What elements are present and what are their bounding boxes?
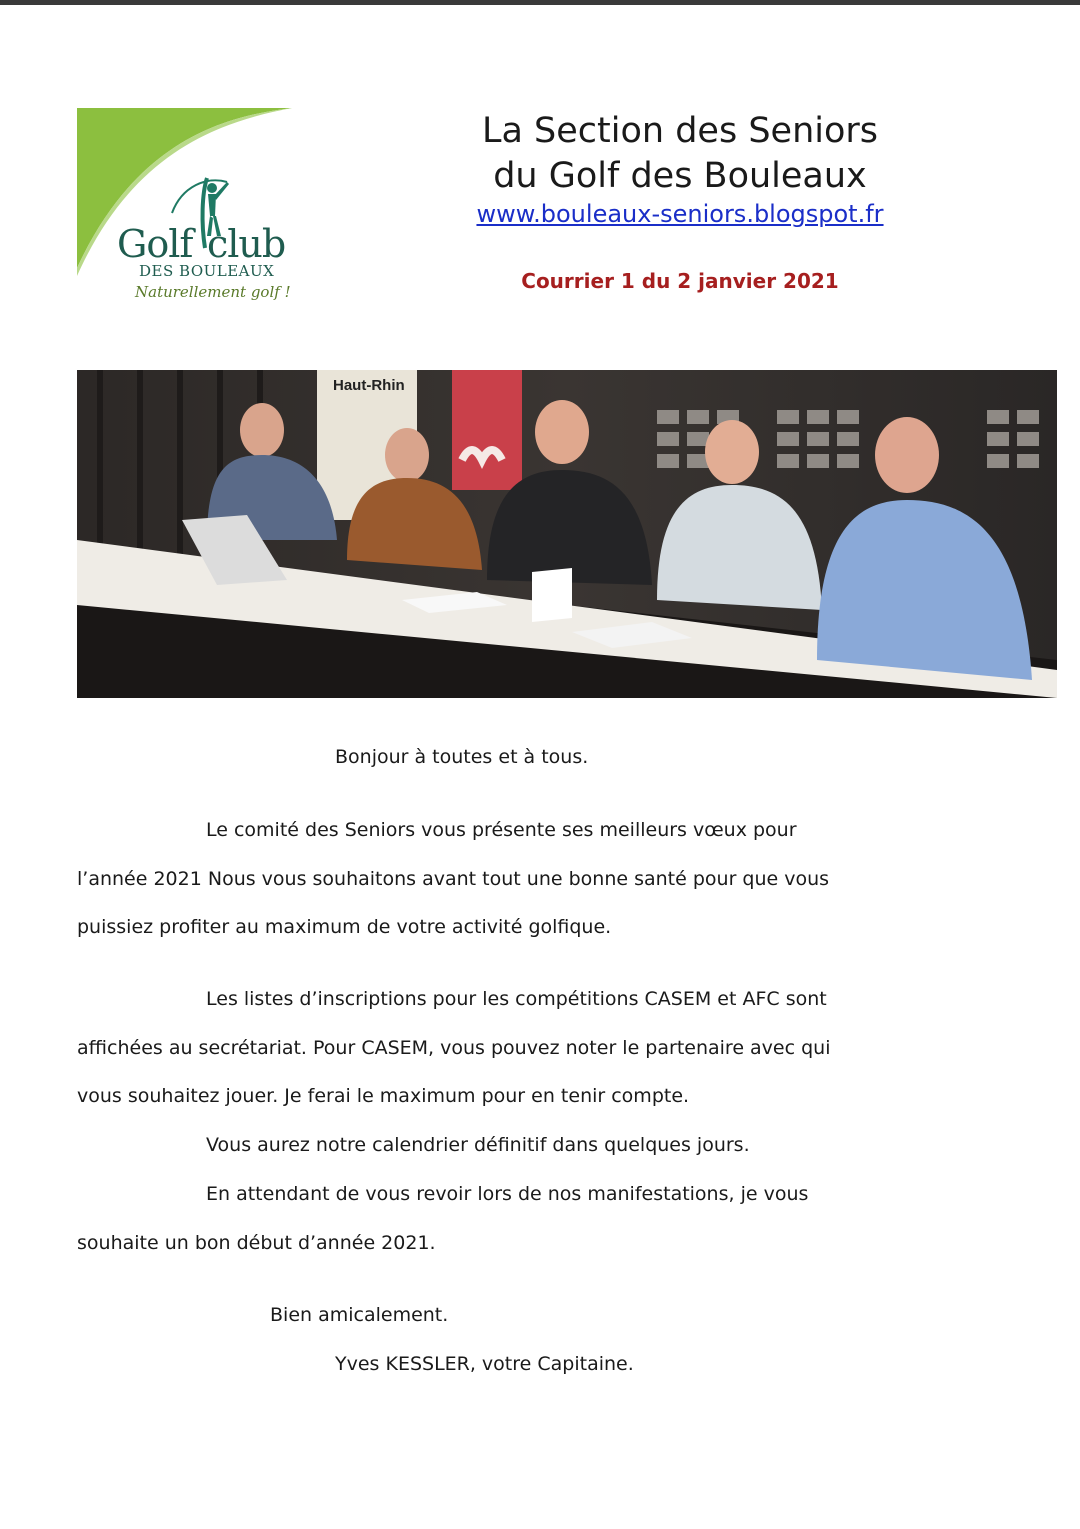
paragraph-4-line-2: souhaite un bon début d’année 2021. [77, 1232, 436, 1254]
title-line-1: La Section des Seniors [481, 111, 879, 151]
banner-text: Haut-Rhin [333, 377, 405, 394]
blog-link[interactable]: www.bouleaux-seniors.blogspot.fr [476, 200, 884, 228]
committee-photo [77, 370, 1057, 698]
paragraph-2-line-2: affichées au secrétariat. Pour CASEM, vous pouvez noter le partenaire avec qui [77, 1037, 831, 1059]
paragraph-1-line-1: Le comité des Seniors vous présente ses meilleurs vœux pour [206, 819, 797, 841]
paragraph-2-line-3: vous souhaitez jouer. Je ferai le maximum pour en tenir compte. [77, 1085, 690, 1107]
top-border [0, 0, 1080, 5]
logo-word-club: club [207, 222, 286, 266]
logo-word-golf: Golf [117, 222, 193, 266]
paragraph-3: Vous aurez notre calendrier définitif dans quelques jours. [206, 1134, 750, 1156]
greeting: Bonjour à toutes et à tous. [335, 746, 589, 768]
closing: Bien amicalement. [270, 1304, 449, 1326]
logo-tagline: Naturellement golf ! [135, 283, 291, 301]
committee-photo-illustration [77, 370, 1057, 698]
logo-subtitle: DES BOULEAUX [139, 262, 275, 280]
paragraph-4-line-1: En attendant de vous revoir lors de nos manifestations, je vous [206, 1183, 809, 1205]
golf-club-logo [77, 108, 292, 308]
title-line-2: du Golf des Bouleaux [493, 156, 867, 196]
paragraph-1-line-3: puissiez profiter au maximum de votre activité golfique. [77, 916, 612, 938]
paragraph-2-line-1: Les listes d’inscriptions pour les compétitions CASEM et AFC sont [206, 988, 827, 1010]
paragraph-1-line-2: l’année 2021 Nous vous souhaitons avant tout une bonne santé pour que vous [77, 868, 830, 890]
signature: Yves KESSLER, votre Capitaine. [335, 1353, 634, 1375]
courrier-date: Courrier 1 du 2 janvier 2021 [521, 269, 839, 293]
